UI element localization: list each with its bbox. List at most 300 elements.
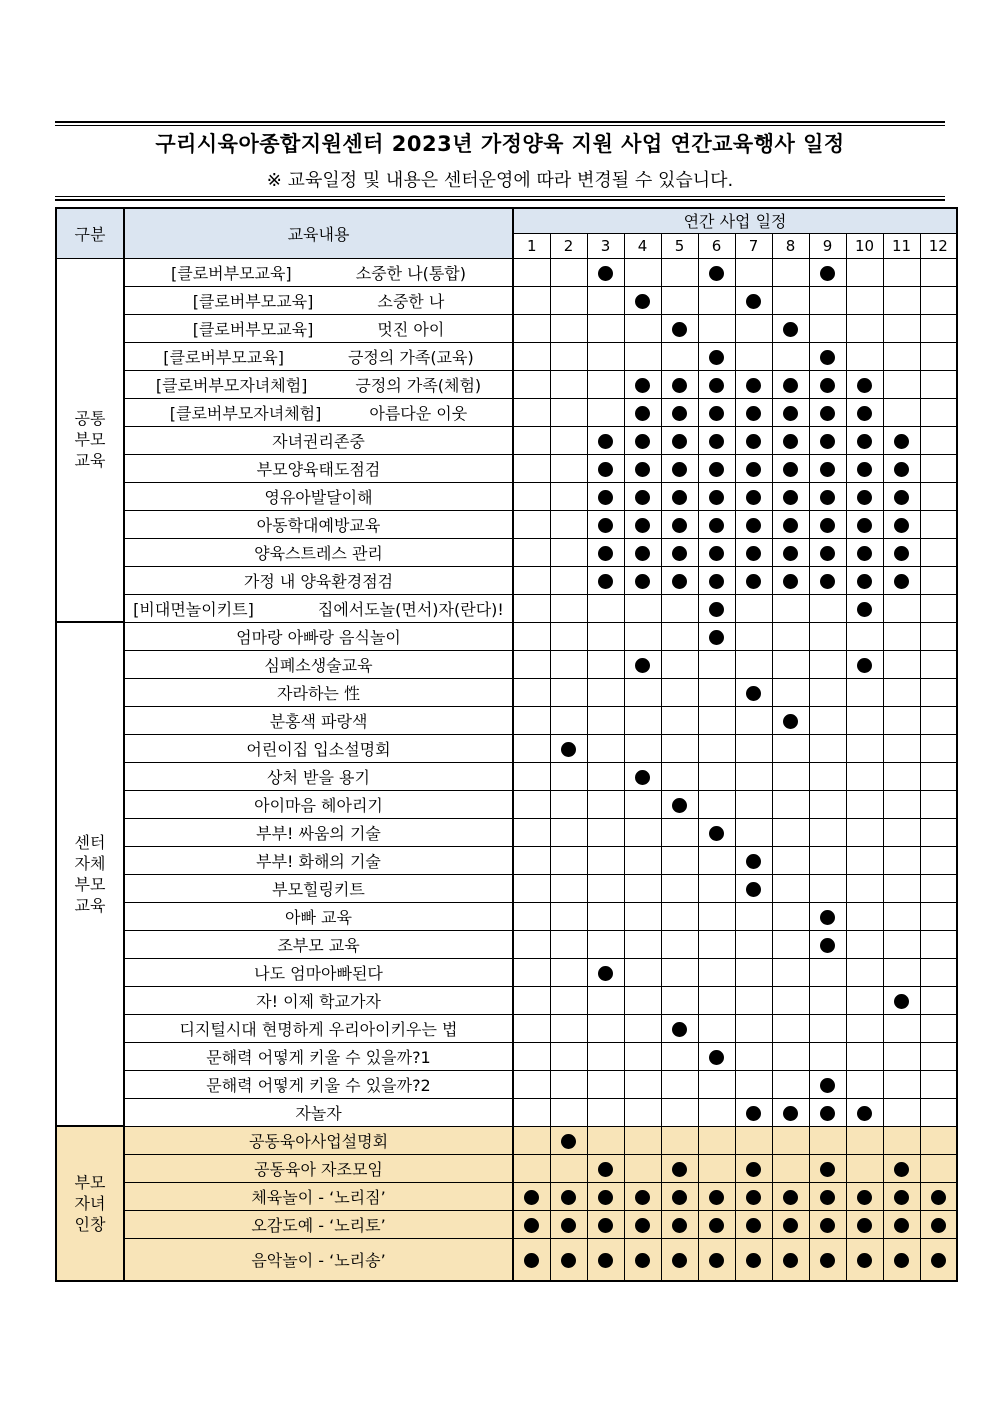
item-content — [124, 986, 513, 1014]
month-cell-3 — [587, 370, 624, 398]
month-cell-4 — [624, 454, 661, 482]
month-cell-6 — [698, 678, 735, 706]
scheduled-dot-icon — [820, 938, 835, 953]
scheduled-dot-icon — [783, 406, 798, 421]
scheduled-dot-icon — [709, 378, 724, 393]
month-cell-10 — [846, 538, 883, 566]
item-label: 자! 이제 학교가자 — [256, 991, 381, 1011]
scheduled-dot-icon — [635, 434, 650, 449]
month-cell-4 — [624, 258, 661, 286]
scheduled-dot-icon — [672, 322, 687, 337]
month-cell-1 — [513, 986, 550, 1014]
scheduled-dot-icon — [783, 1218, 798, 1233]
month-cell-11 — [883, 454, 920, 482]
month-cell-8 — [772, 1154, 809, 1182]
month-cell-10 — [846, 1238, 883, 1281]
table-row — [56, 314, 957, 342]
month-cell-1 — [513, 426, 550, 454]
month-cell-6 — [698, 510, 735, 538]
item-content — [124, 706, 513, 734]
month-cell-8 — [772, 902, 809, 930]
item-content — [124, 1014, 513, 1042]
scheduled-dot-icon — [672, 462, 687, 477]
month-cell-9 — [809, 258, 846, 286]
month-cell-8 — [772, 622, 809, 650]
month-cell-11 — [883, 874, 920, 902]
month-cell-12 — [920, 370, 957, 398]
month-cell-8 — [772, 930, 809, 958]
month-cell-1 — [513, 1042, 550, 1070]
month-cell-2 — [550, 874, 587, 902]
month-cell-6 — [698, 342, 735, 370]
scheduled-dot-icon — [857, 1106, 872, 1121]
table-row — [56, 678, 957, 706]
month-cell-12 — [920, 454, 957, 482]
header-content: 교육내용 — [124, 208, 513, 258]
month-cell-10 — [846, 902, 883, 930]
month-cell-3 — [587, 1126, 624, 1154]
scheduled-dot-icon — [820, 266, 835, 281]
month-cell-7 — [735, 1014, 772, 1042]
table-row — [56, 426, 957, 454]
scheduled-dot-icon — [598, 462, 613, 477]
month-cell-8 — [772, 706, 809, 734]
month-cell-5 — [661, 258, 698, 286]
month-cell-11 — [883, 958, 920, 986]
month-cell-2 — [550, 426, 587, 454]
month-cell-5 — [661, 1042, 698, 1070]
scheduled-dot-icon — [561, 1134, 576, 1149]
month-cell-5 — [661, 482, 698, 510]
month-cell-4 — [624, 342, 661, 370]
month-cell-3 — [587, 482, 624, 510]
month-cell-8 — [772, 342, 809, 370]
month-cell-3 — [587, 846, 624, 874]
item-content — [124, 370, 513, 398]
month-cell-10 — [846, 678, 883, 706]
month-cell-1 — [513, 622, 550, 650]
month-cell-5 — [661, 706, 698, 734]
month-cell-11 — [883, 1098, 920, 1126]
month-cell-1 — [513, 818, 550, 846]
item-label: 양육스트레스 관리 — [254, 543, 383, 563]
month-cell-5 — [661, 958, 698, 986]
month-cell-7 — [735, 342, 772, 370]
month-cell-11 — [883, 370, 920, 398]
month-cell-7 — [735, 790, 772, 818]
scheduled-dot-icon — [746, 1190, 761, 1205]
month-cell-9 — [809, 706, 846, 734]
scheduled-dot-icon — [857, 1218, 872, 1233]
month-cell-9 — [809, 286, 846, 314]
scheduled-dot-icon — [857, 434, 872, 449]
month-cell-10 — [846, 258, 883, 286]
item-prefix: [클로버부모교육] — [163, 347, 284, 367]
item-content — [124, 930, 513, 958]
month-cell-4 — [624, 1154, 661, 1182]
table-row — [56, 286, 957, 314]
month-cell-5 — [661, 1070, 698, 1098]
month-cell-10 — [846, 762, 883, 790]
scheduled-dot-icon — [857, 406, 872, 421]
month-cell-11 — [883, 650, 920, 678]
month-cell-5 — [661, 594, 698, 622]
month-cell-2 — [550, 1210, 587, 1238]
scheduled-dot-icon — [894, 574, 909, 589]
scheduled-dot-icon — [783, 1106, 798, 1121]
scheduled-dot-icon — [635, 1218, 650, 1233]
month-cell-2 — [550, 482, 587, 510]
month-cell-10 — [846, 1182, 883, 1210]
scheduled-dot-icon — [746, 518, 761, 533]
month-cell-12 — [920, 258, 957, 286]
section-category: 센터 자체 부모 교육 — [56, 622, 124, 1126]
month-cell-7 — [735, 454, 772, 482]
month-cell-1 — [513, 678, 550, 706]
month-cell-8 — [772, 538, 809, 566]
scheduled-dot-icon — [857, 546, 872, 561]
scheduled-dot-icon — [746, 490, 761, 505]
month-cell-11 — [883, 510, 920, 538]
item-content — [124, 1182, 513, 1210]
month-cell-12 — [920, 510, 957, 538]
month-cell-9 — [809, 818, 846, 846]
table-row — [56, 846, 957, 874]
scheduled-dot-icon — [746, 854, 761, 869]
month-cell-5 — [661, 902, 698, 930]
month-cell-4 — [624, 846, 661, 874]
scheduled-dot-icon — [672, 574, 687, 589]
item-prefix: [클로버부모교육] — [192, 291, 314, 311]
scheduled-dot-icon — [820, 490, 835, 505]
month-cell-8 — [772, 818, 809, 846]
month-cell-4 — [624, 678, 661, 706]
scheduled-dot-icon — [635, 490, 650, 505]
table-row — [56, 370, 957, 398]
scheduled-dot-icon — [746, 882, 761, 897]
month-cell-7 — [735, 622, 772, 650]
item-label: 소중한 나(통합) — [355, 263, 466, 283]
month-cell-8 — [772, 370, 809, 398]
item-label: 자놀자 — [295, 1103, 342, 1123]
table-row — [56, 706, 957, 734]
table-row — [56, 762, 957, 790]
month-cell-2 — [550, 958, 587, 986]
month-cell-2 — [550, 1182, 587, 1210]
month-cell-3 — [587, 454, 624, 482]
scheduled-dot-icon — [635, 1190, 650, 1205]
scheduled-dot-icon — [709, 574, 724, 589]
month-cell-1 — [513, 1154, 550, 1182]
month-cell-7 — [735, 370, 772, 398]
month-cell-6 — [698, 846, 735, 874]
scheduled-dot-icon — [783, 490, 798, 505]
month-cell-5 — [661, 622, 698, 650]
scheduled-dot-icon — [820, 1162, 835, 1177]
scheduled-dot-icon — [820, 378, 835, 393]
month-cell-7 — [735, 1126, 772, 1154]
scheduled-dot-icon — [709, 406, 724, 421]
month-cell-6 — [698, 1042, 735, 1070]
month-cell-12 — [920, 902, 957, 930]
table-row — [56, 1098, 957, 1126]
month-cell-2 — [550, 986, 587, 1014]
scheduled-dot-icon — [598, 966, 613, 981]
month-cell-11 — [883, 1238, 920, 1281]
month-cell-11 — [883, 1126, 920, 1154]
scheduled-dot-icon — [598, 546, 613, 561]
month-cell-8 — [772, 1210, 809, 1238]
scheduled-dot-icon — [746, 686, 761, 701]
scheduled-dot-icon — [635, 406, 650, 421]
month-cell-4 — [624, 370, 661, 398]
month-cell-1 — [513, 342, 550, 370]
month-cell-10 — [846, 706, 883, 734]
month-cell-11 — [883, 258, 920, 286]
header-month-2: 2 — [550, 233, 587, 258]
month-cell-5 — [661, 986, 698, 1014]
item-label: 문해력 어떻게 키울 수 있을까?2 — [206, 1075, 431, 1095]
month-cell-9 — [809, 426, 846, 454]
month-cell-7 — [735, 706, 772, 734]
month-cell-2 — [550, 902, 587, 930]
month-cell-8 — [772, 594, 809, 622]
header-month-6: 6 — [698, 233, 735, 258]
month-cell-10 — [846, 370, 883, 398]
month-cell-9 — [809, 790, 846, 818]
item-content — [124, 566, 513, 594]
month-cell-11 — [883, 566, 920, 594]
month-cell-1 — [513, 482, 550, 510]
month-cell-6 — [698, 958, 735, 986]
month-cell-11 — [883, 538, 920, 566]
month-cell-1 — [513, 538, 550, 566]
item-label: 나도 엄마아빠된다 — [254, 963, 383, 983]
month-cell-5 — [661, 762, 698, 790]
month-cell-8 — [772, 314, 809, 342]
month-cell-3 — [587, 1238, 624, 1281]
month-cell-5 — [661, 314, 698, 342]
item-content — [124, 1238, 513, 1281]
month-cell-9 — [809, 398, 846, 426]
item-content — [124, 734, 513, 762]
month-cell-6 — [698, 566, 735, 594]
month-cell-10 — [846, 790, 883, 818]
item-label: 조부모 교육 — [277, 935, 360, 955]
month-cell-9 — [809, 762, 846, 790]
month-cell-3 — [587, 398, 624, 426]
month-cell-4 — [624, 902, 661, 930]
month-cell-7 — [735, 482, 772, 510]
month-cell-2 — [550, 594, 587, 622]
month-cell-5 — [661, 1014, 698, 1042]
item-content — [124, 790, 513, 818]
item-content — [124, 398, 513, 426]
top-rule — [55, 121, 945, 123]
month-cell-8 — [772, 258, 809, 286]
item-label: 어린이집 입소설명회 — [246, 739, 391, 759]
table-row — [56, 874, 957, 902]
month-cell-3 — [587, 902, 624, 930]
month-cell-6 — [698, 482, 735, 510]
month-cell-3 — [587, 818, 624, 846]
month-cell-8 — [772, 790, 809, 818]
month-cell-11 — [883, 930, 920, 958]
month-cell-8 — [772, 874, 809, 902]
month-cell-8 — [772, 1014, 809, 1042]
month-cell-6 — [698, 258, 735, 286]
table-row — [56, 734, 957, 762]
table-row — [56, 398, 957, 426]
scheduled-dot-icon — [709, 1218, 724, 1233]
scheduled-dot-icon — [746, 546, 761, 561]
scheduled-dot-icon — [635, 546, 650, 561]
month-cell-6 — [698, 1182, 735, 1210]
month-cell-12 — [920, 874, 957, 902]
month-cell-1 — [513, 846, 550, 874]
month-cell-12 — [920, 986, 957, 1014]
item-label: 영유아발달이해 — [264, 487, 373, 507]
month-cell-12 — [920, 482, 957, 510]
scheduled-dot-icon — [857, 378, 872, 393]
item-prefix: [클로버부모교육] — [192, 319, 314, 339]
month-cell-9 — [809, 566, 846, 594]
month-cell-7 — [735, 426, 772, 454]
month-cell-3 — [587, 314, 624, 342]
month-cell-9 — [809, 314, 846, 342]
scheduled-dot-icon — [672, 1253, 687, 1268]
scheduled-dot-icon — [820, 910, 835, 925]
month-cell-3 — [587, 426, 624, 454]
item-content — [124, 510, 513, 538]
month-cell-3 — [587, 1182, 624, 1210]
month-cell-3 — [587, 1042, 624, 1070]
table-row — [56, 258, 957, 286]
month-cell-7 — [735, 1238, 772, 1281]
month-cell-11 — [883, 1182, 920, 1210]
item-content — [124, 1098, 513, 1126]
table-row — [56, 510, 957, 538]
month-cell-1 — [513, 790, 550, 818]
scheduled-dot-icon — [746, 1162, 761, 1177]
item-content — [124, 762, 513, 790]
month-cell-1 — [513, 566, 550, 594]
month-cell-9 — [809, 1238, 846, 1281]
month-cell-1 — [513, 258, 550, 286]
scheduled-dot-icon — [894, 1190, 909, 1205]
month-cell-1 — [513, 650, 550, 678]
scheduled-dot-icon — [820, 434, 835, 449]
month-cell-11 — [883, 622, 920, 650]
month-cell-2 — [550, 566, 587, 594]
month-cell-10 — [846, 454, 883, 482]
item-label: 집에서도놀(면서)자(란다)! — [317, 599, 504, 619]
item-content — [124, 1154, 513, 1182]
month-cell-2 — [550, 1014, 587, 1042]
scheduled-dot-icon — [857, 462, 872, 477]
item-content — [124, 1126, 513, 1154]
month-cell-8 — [772, 1238, 809, 1281]
month-cell-10 — [846, 426, 883, 454]
scheduled-dot-icon — [598, 490, 613, 505]
table-row — [56, 1014, 957, 1042]
item-label: 심폐소생술교육 — [264, 655, 373, 675]
month-cell-11 — [883, 398, 920, 426]
scheduled-dot-icon — [635, 1253, 650, 1268]
table-row — [56, 342, 957, 370]
table-row — [56, 538, 957, 566]
month-cell-7 — [735, 398, 772, 426]
month-cell-7 — [735, 762, 772, 790]
scheduled-dot-icon — [672, 798, 687, 813]
month-cell-1 — [513, 1014, 550, 1042]
month-cell-2 — [550, 454, 587, 482]
month-cell-12 — [920, 622, 957, 650]
scheduled-dot-icon — [709, 630, 724, 645]
month-cell-12 — [920, 846, 957, 874]
month-cell-11 — [883, 734, 920, 762]
month-cell-5 — [661, 1238, 698, 1281]
month-cell-10 — [846, 622, 883, 650]
month-cell-4 — [624, 930, 661, 958]
month-cell-2 — [550, 1126, 587, 1154]
month-cell-10 — [846, 846, 883, 874]
month-cell-8 — [772, 1042, 809, 1070]
month-cell-9 — [809, 594, 846, 622]
scheduled-dot-icon — [561, 1253, 576, 1268]
month-cell-4 — [624, 818, 661, 846]
month-cell-8 — [772, 1098, 809, 1126]
scheduled-dot-icon — [746, 434, 761, 449]
scheduled-dot-icon — [635, 462, 650, 477]
scheduled-dot-icon — [894, 546, 909, 561]
item-label: 문해력 어떻게 키울 수 있을까?1 — [206, 1047, 431, 1067]
scheduled-dot-icon — [746, 1106, 761, 1121]
scheduled-dot-icon — [820, 1190, 835, 1205]
item-content — [124, 678, 513, 706]
month-cell-4 — [624, 1210, 661, 1238]
item-content — [124, 314, 513, 342]
month-cell-2 — [550, 1238, 587, 1281]
month-cell-9 — [809, 986, 846, 1014]
month-cell-9 — [809, 958, 846, 986]
month-cell-2 — [550, 622, 587, 650]
month-cell-3 — [587, 986, 624, 1014]
month-cell-4 — [624, 1126, 661, 1154]
month-cell-6 — [698, 930, 735, 958]
month-cell-8 — [772, 678, 809, 706]
month-cell-11 — [883, 902, 920, 930]
section-category: 공통 부모 교육 — [56, 258, 124, 622]
month-cell-12 — [920, 650, 957, 678]
month-cell-5 — [661, 538, 698, 566]
table-row — [56, 790, 957, 818]
month-cell-12 — [920, 1070, 957, 1098]
month-cell-6 — [698, 874, 735, 902]
item-label: 분홍색 파랑색 — [269, 711, 368, 731]
scheduled-dot-icon — [709, 266, 724, 281]
month-cell-8 — [772, 510, 809, 538]
scheduled-dot-icon — [746, 1253, 761, 1268]
month-cell-11 — [883, 790, 920, 818]
month-cell-3 — [587, 258, 624, 286]
item-content — [124, 874, 513, 902]
month-cell-11 — [883, 706, 920, 734]
month-cell-12 — [920, 314, 957, 342]
month-cell-9 — [809, 874, 846, 902]
scheduled-dot-icon — [635, 294, 650, 309]
scheduled-dot-icon — [709, 1190, 724, 1205]
